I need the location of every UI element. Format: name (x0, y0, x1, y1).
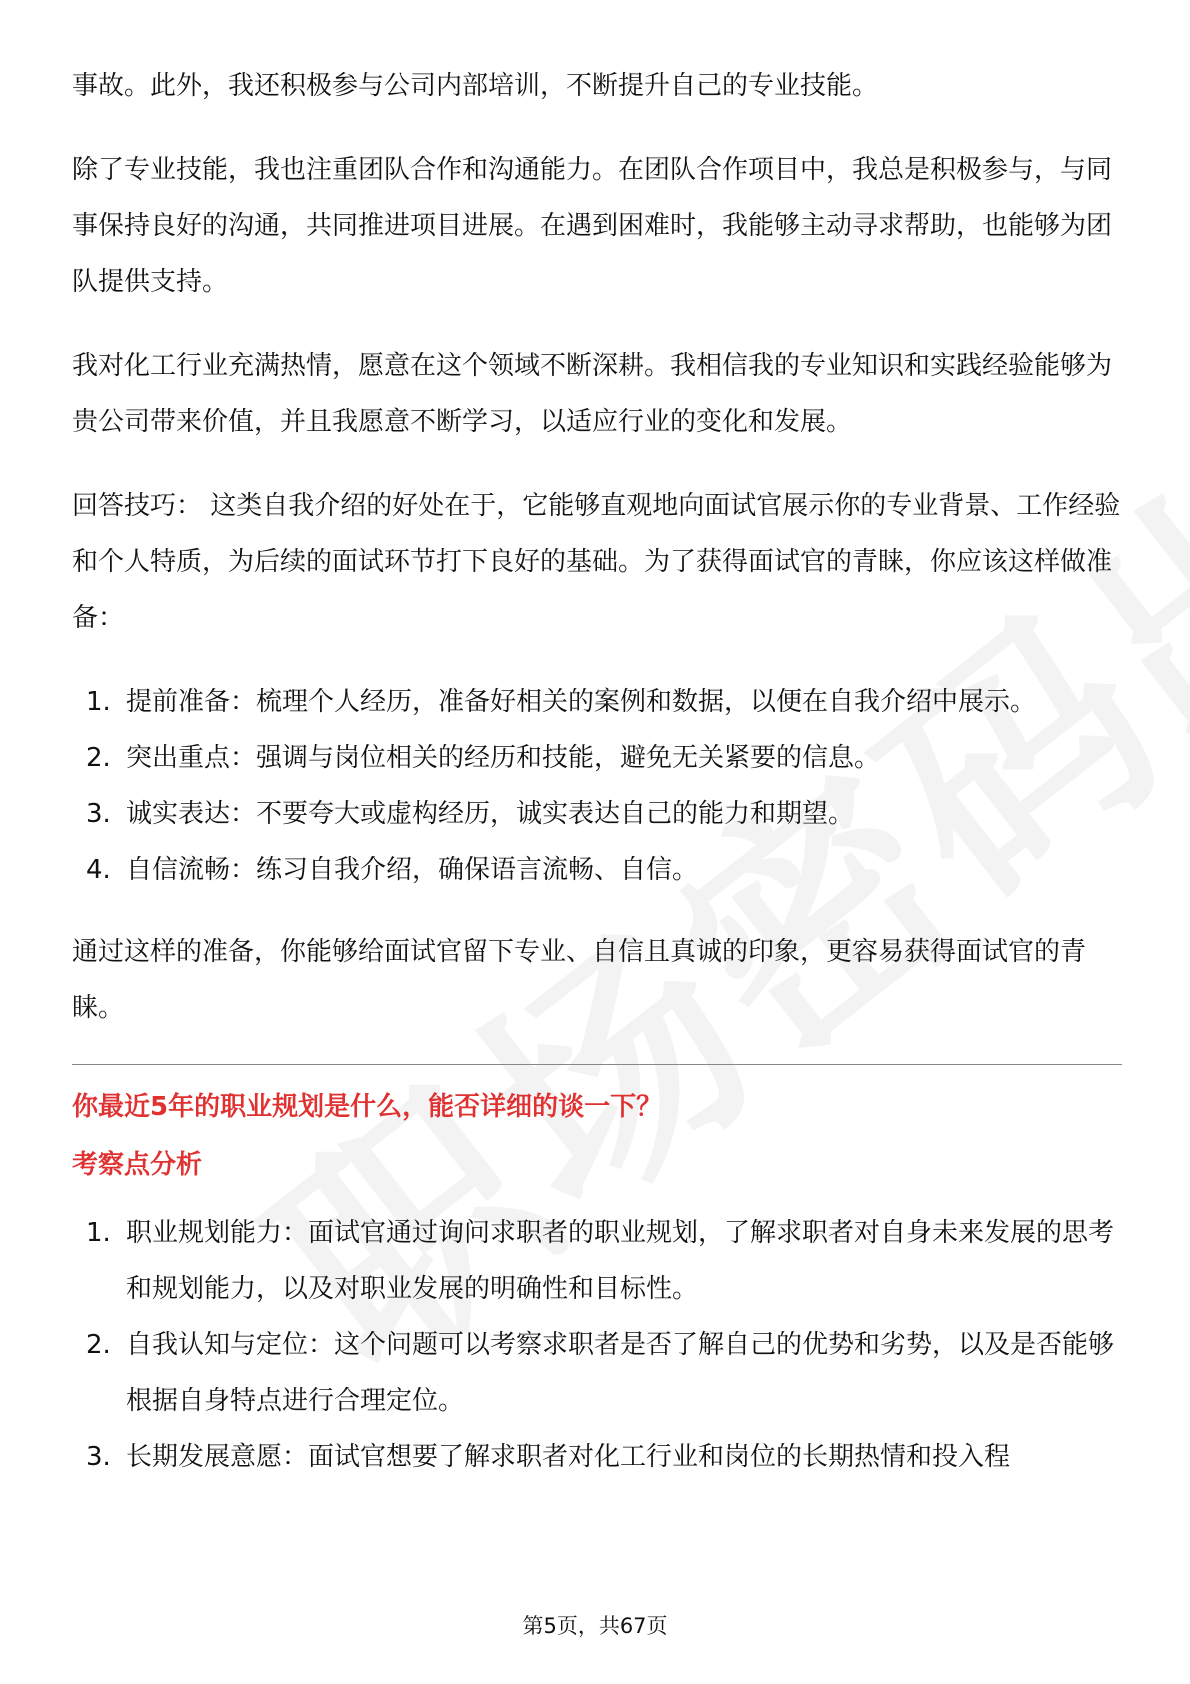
list-item-text: 自我认知与定位：这个问题可以考察求职者是否了解自己的优势和劣势，以及是否能够根据自身特点进行合理定位。 (126, 1330, 1115, 1416)
list-number: 3. (86, 1442, 111, 1472)
paragraph-accident: 事故。此外，我还积极参与公司内部培训，不断提升自己的专业技能。 (72, 71, 879, 101)
list-item (72, 1317, 1122, 1429)
list-item (72, 1205, 1122, 1317)
list-item-text: 提前准备：梳理个人经历，准备好相关的案例和数据，以便在自我介绍中展示。 (126, 687, 1037, 717)
tips-list (72, 674, 1122, 898)
paragraph-answer-tips: 回答技巧： 这类自我介绍的好处在于，它能够直观地向面试官展示你的专业背景、工作经验和个人特质，为后续的面试环节打下良好的基础。为了获得面试官的青睐，你应该这样做准备： (72, 491, 1121, 633)
list-number: 2. (86, 1330, 111, 1360)
list-item-text: 职业规划能力：面试官通过询问求职者的职业规划，了解求职者对自身未来发展的思考和规划能力，以及对职业发展的明确性和目标性。 (126, 1218, 1115, 1304)
list-item-text: 长期发展意愿：面试官想要了解求职者对化工行业和岗位的长期热情和投入程 (126, 1442, 1011, 1472)
list-number: 2. (86, 743, 111, 773)
list-item-text: 诚实表达：不要夸大或虚构经历，诚实表达自己的能力和期望。 (126, 799, 855, 829)
list-item-text: 自信流畅：练习自我介绍，确保语言流畅、自信。 (126, 855, 699, 885)
list-item-text: 突出重点：强调与岗位相关的经历和技能，避免无关紧要的信息。 (126, 743, 881, 773)
list-item (72, 1429, 1122, 1485)
paragraph-passion: 我对化工行业充满热情，愿意在这个领域不断深耕。我相信我的专业知识和实践经验能够为贵公司带来价值，并且我愿意不断学习，以适应行业的变化和发展。 (72, 351, 1113, 437)
document-page (72, 58, 1122, 1511)
analysis-list (72, 1205, 1122, 1485)
list-number: 3. (86, 799, 111, 829)
page-footer: 第5页，共67页 (522, 1614, 668, 1638)
list-item (72, 730, 1122, 786)
list-number: 1. (86, 1218, 111, 1248)
list-item (72, 674, 1122, 730)
list-item (72, 786, 1122, 842)
paragraph-teamwork: 除了专业技能，我也注重团队合作和沟通能力。在团队合作项目中，我总是积极参与，与同事保持良好的沟通，共同推进项目进展。在遇到困难时，我能够主动寻求帮助，也能够为团队提供支持。 (72, 155, 1113, 297)
list-item (72, 842, 1122, 898)
paragraph-closing: 通过这样的准备，你能够给面试官留下专业、自信且真诚的印象，更容易获得面试官的青睐。 (72, 937, 1087, 1023)
section-divider (72, 1064, 1122, 1065)
list-number: 4. (86, 855, 111, 885)
list-number: 1. (86, 687, 111, 717)
analysis-heading: 考察点分析 (72, 1150, 203, 1180)
question-heading: 你最近5年的职业规划是什么，能否详细的谈一下？ (72, 1092, 663, 1122)
